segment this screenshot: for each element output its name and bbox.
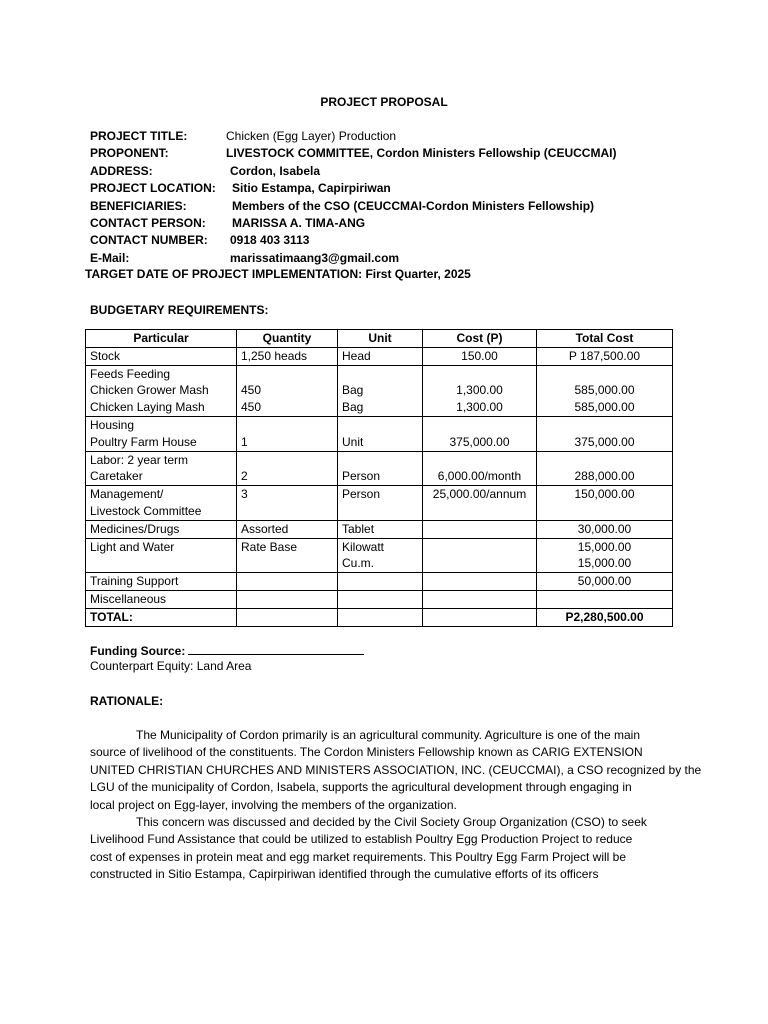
table-cell-cost: [423, 520, 537, 538]
info-label: BENEFICIARIES:: [90, 198, 187, 213]
cell-line: 15,000.00: [577, 556, 632, 571]
cell-line: Rate Base: [241, 539, 298, 554]
cell-line: 1: [241, 434, 248, 449]
cell-line: [541, 417, 668, 434]
column-header: Unit: [338, 330, 423, 348]
cell-line: 50,000.00: [577, 574, 632, 589]
column-header: Cost (P): [423, 330, 537, 348]
cell-line: [342, 366, 418, 383]
table-cell-cost: [423, 365, 537, 416]
cell-line: Bag: [342, 383, 364, 398]
table-cell-unit: [338, 538, 423, 573]
cell-line: 15,000.00: [577, 539, 632, 554]
column-header: Total Cost: [537, 330, 673, 348]
table-cell-unit: [338, 451, 423, 486]
total-label: TOTAL:: [86, 608, 237, 626]
cell-line: [427, 521, 532, 538]
cell-line: [241, 417, 333, 434]
cell-line: Caretaker: [90, 469, 143, 484]
table-cell: [338, 608, 423, 626]
table-cell-total: [537, 365, 673, 416]
cell-line: Management/: [90, 487, 164, 502]
table-cell-total: [537, 538, 673, 573]
cell-line: 450: [241, 383, 262, 398]
info-label: CONTACT PERSON:: [90, 215, 206, 230]
table-row: [86, 486, 673, 521]
table-cell-unit: [338, 590, 423, 608]
cell-line: Bag: [342, 400, 364, 415]
table-row: [86, 538, 673, 573]
table-cell-total: [537, 416, 673, 451]
cell-line: [427, 366, 532, 383]
paragraph-line: LGU of the municipality of Cordon, Isabela, supports the agricultural development through engaging in: [90, 780, 632, 795]
table-cell-total: [537, 347, 673, 365]
table-cell-quantity: [237, 573, 338, 591]
cell-line: Assorted: [241, 521, 289, 536]
cell-line: [427, 417, 532, 434]
cell-line: [342, 573, 418, 590]
cell-line: 2: [241, 469, 248, 484]
table-row: [86, 573, 673, 591]
cell-line: [342, 591, 418, 608]
cell-line: 150,000.00: [574, 487, 635, 502]
rationale-heading: RATIONALE:: [90, 694, 164, 708]
cell-line: Miscellaneous: [90, 591, 167, 606]
table-cell-quantity: [237, 451, 338, 486]
cell-line: Chicken Laying Mash: [90, 400, 205, 415]
cell-line: Light and Water: [90, 539, 175, 554]
cell-line: Labor: 2 year term: [90, 452, 189, 467]
info-value: MARISSA A. TIMA-ANG: [232, 215, 366, 230]
table-row: [86, 416, 673, 451]
table-cell-unit: [338, 416, 423, 451]
rationale-paragraph-2: [90, 814, 690, 884]
table-cell-particular: [86, 573, 237, 591]
table-cell-cost: [423, 573, 537, 591]
paragraph-line: Livelihood Fund Assistance that could be utilized to establish Poultry Egg Production Project to reduce: [90, 832, 633, 847]
table-cell-cost: [423, 590, 537, 608]
cell-line: 150.00: [461, 348, 498, 363]
cell-line: [427, 573, 532, 590]
table-cell-total: [537, 520, 673, 538]
cell-line: Person: [342, 469, 381, 484]
info-value: Members of the CSO (CEUCCMAI-Cordon Ministers Fellowship): [232, 198, 595, 213]
table-cell-cost: [423, 347, 537, 365]
info-value: Sitio Estampa, Capirpiriwan: [232, 181, 391, 196]
table-row: [86, 347, 673, 365]
table-cell-quantity: [237, 365, 338, 416]
table-cell-particular: [86, 520, 237, 538]
cell-line: 1,250 heads: [241, 348, 308, 363]
cell-line: Unit: [342, 434, 364, 449]
table-cell-unit: [338, 347, 423, 365]
info-value: Chicken (Egg Layer) Production: [226, 129, 397, 143]
table-cell-particular: [86, 347, 237, 365]
cell-line: [427, 452, 532, 469]
cell-line: Tablet: [342, 521, 375, 536]
column-header: Particular: [86, 330, 237, 348]
cell-line: 585,000.00: [574, 400, 635, 415]
table-row: [86, 365, 673, 416]
info-label: ADDRESS:: [90, 163, 153, 178]
cell-line: [241, 573, 333, 590]
cell-line: Livestock Committee: [90, 503, 202, 518]
funding-source-label: Funding Source:: [90, 644, 186, 658]
cell-line: Stock: [90, 348, 121, 363]
table-row: [86, 590, 673, 608]
cell-line: Chicken Grower Mash: [90, 383, 209, 398]
cell-line: Kilowatt: [342, 539, 385, 554]
table-cell-particular: [86, 590, 237, 608]
table-cell-quantity: [237, 486, 338, 521]
cell-line: 585,000.00: [574, 383, 635, 398]
table-cell-particular: [86, 538, 237, 573]
table-cell-cost: [423, 416, 537, 451]
table-row: [86, 520, 673, 538]
budget-heading: BUDGETARY REQUIREMENTS:: [90, 303, 269, 317]
rationale-paragraph-1: [90, 727, 702, 814]
table-row: [86, 451, 673, 486]
table-cell-total: [537, 590, 673, 608]
paragraph-line: local project on Egg-layer, involving the members of the organization.: [90, 797, 457, 812]
table-cell-particular: [86, 416, 237, 451]
info-value: Cordon, Isabela: [230, 163, 321, 178]
cell-line: [241, 366, 333, 383]
cell-line: Poultry Farm House: [90, 434, 197, 449]
cell-line: Training Support: [90, 574, 179, 589]
table-cell: [423, 608, 537, 626]
cell-line: [342, 417, 418, 434]
table-cell-unit: [338, 486, 423, 521]
cell-line: P 187,500.00: [568, 348, 641, 363]
paragraph-line: UNITED CHRISTIAN CHURCHES AND MINISTERS ASSOCIATION, INC. (CEUCCMAI), a CSO recognized by the: [90, 762, 702, 777]
paragraph-line: The Municipality of Cordon primarily is an agricultural community. Agriculture is one of the main: [136, 728, 640, 742]
table-cell-particular: [86, 486, 237, 521]
info-value: 0918 403 3113: [230, 233, 310, 248]
info-label: PROPONENT:: [90, 146, 169, 161]
info-value: marissatimaang3@gmail.com: [230, 250, 400, 265]
table-cell-total: [537, 486, 673, 521]
table-cell-cost: [423, 538, 537, 573]
table-cell-total: [537, 451, 673, 486]
table-cell-total: [537, 573, 673, 591]
funding-source: [90, 642, 364, 658]
table-cell: [237, 608, 338, 626]
cell-line: Medicines/Drugs: [90, 521, 180, 536]
paragraph-line: This concern was discussed and decided by the Civil Society Group Organization (CSO) to seek: [136, 815, 647, 829]
cell-line: Head: [342, 348, 371, 363]
info-value: LIVESTOCK COMMITTEE, Cordon Ministers Fellowship (CEUCCMAI): [226, 146, 617, 161]
cell-line: Cu.m.: [342, 556, 375, 571]
info-label: CONTACT NUMBER:: [90, 233, 208, 248]
paragraph-line: cost of expenses in protein meat and egg market requirements. This Poultry Egg Farm Project will be: [90, 849, 627, 864]
table-header-row: [86, 330, 673, 348]
table-cell-particular: [86, 451, 237, 486]
target-date: [85, 267, 471, 281]
table-cell-unit: [338, 573, 423, 591]
cell-line: 288,000.00: [574, 469, 635, 484]
funding-source-blank-line: [188, 642, 364, 655]
cell-line: [427, 539, 532, 556]
cell-line: [241, 591, 333, 608]
cell-line: [541, 591, 668, 608]
table-cell-particular: [86, 365, 237, 416]
cell-line: 6,000.00/month: [437, 469, 522, 484]
cell-line: 3: [241, 487, 248, 502]
cell-line: Person: [342, 487, 381, 502]
table-cell-unit: [338, 365, 423, 416]
cell-line: 1,300.00: [456, 383, 503, 398]
target-date-label: TARGET DATE OF PROJECT IMPLEMENTATION:: [85, 267, 363, 281]
target-date-value: First Quarter, 2025: [365, 267, 471, 281]
cell-line: 450: [241, 400, 262, 415]
table-cell-cost: [423, 486, 537, 521]
table-cell-quantity: [237, 538, 338, 573]
table-cell-unit: [338, 520, 423, 538]
table-cell-quantity: [237, 520, 338, 538]
table-total-row: [86, 608, 673, 626]
page-title: PROJECT PROPOSAL: [320, 95, 448, 109]
cell-line: [541, 452, 668, 469]
cell-line: [342, 452, 418, 469]
info-label: PROJECT TITLE:: [90, 129, 188, 143]
cell-line: [541, 366, 668, 383]
cell-line: 30,000.00: [577, 521, 632, 536]
paragraph-line: constructed in Sitio Estampa, Capirpiriwan identified through the cumulative efforts of its officers: [90, 867, 599, 882]
table-cell-quantity: [237, 590, 338, 608]
total-value: P2,280,500.00: [537, 608, 673, 626]
table-cell-quantity: [237, 347, 338, 365]
cell-line: Housing: [90, 417, 135, 432]
cell-line: 1,300.00: [456, 400, 503, 415]
cell-line: [427, 591, 532, 608]
table-cell-cost: [423, 451, 537, 486]
info-label: PROJECT LOCATION:: [90, 181, 216, 196]
counterpart-equity: Counterpart Equity: Land Area: [90, 659, 252, 673]
cell-line: Feeds Feeding: [90, 366, 171, 381]
cell-line: [241, 452, 333, 469]
budget-table: [85, 329, 673, 627]
cell-line: 375,000.00: [574, 434, 635, 449]
info-label: E-Mail:: [90, 250, 130, 265]
column-header: Quantity: [237, 330, 338, 348]
cell-line: 375,000.00: [449, 434, 510, 449]
paragraph-line: source of livelihood of the constituents. The Cordon Ministers Fellowship known as CARIG EXTENSION: [90, 745, 643, 760]
table-cell-quantity: [237, 416, 338, 451]
cell-line: 25,000.00/annum: [432, 487, 527, 502]
